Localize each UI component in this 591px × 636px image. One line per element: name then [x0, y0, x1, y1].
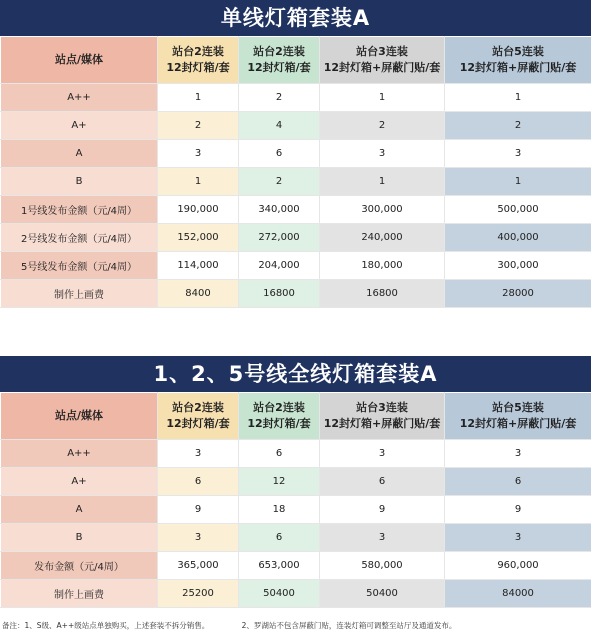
table-cell: 365,000	[158, 552, 239, 580]
table-cell: 6	[158, 468, 239, 496]
table-cell: 6	[445, 468, 591, 496]
table-row	[1, 224, 591, 252]
row-label: 2号线发布金额（元/4周）	[1, 224, 158, 252]
table-row	[1, 440, 591, 468]
table-cell: 1	[320, 84, 445, 112]
table-cell: 400,000	[445, 224, 591, 252]
table-cell: 3	[445, 524, 591, 552]
table-cell: 6	[239, 140, 320, 168]
table-cell: 204,000	[239, 252, 320, 280]
header-col-2: 站台2连装 12封灯箱/套	[239, 393, 320, 440]
row-label: A	[1, 140, 158, 168]
header-col-2: 站台2连装 12封灯箱/套	[239, 37, 320, 84]
table-cell: 18	[239, 496, 320, 524]
section-title: 1、2、5号线全线灯箱套装A	[0, 356, 591, 392]
table-cell: 8400	[158, 280, 239, 308]
footnote-2: 2、罗湖站不包含屏蔽门贴，连装灯箱可调整至站厅及通道发布。	[241, 621, 457, 630]
row-label: 5号线发布金额（元/4周）	[1, 252, 158, 280]
table-cell: 3	[445, 140, 591, 168]
table-cell: 180,000	[320, 252, 445, 280]
package-a-single-line-section	[0, 0, 591, 308]
table-cell: 2	[239, 84, 320, 112]
table-cell: 1	[158, 84, 239, 112]
table-cell: 240,000	[320, 224, 445, 252]
table-row	[1, 196, 591, 224]
row-label: 1号线发布金额（元/4周）	[1, 196, 158, 224]
table-cell: 50400	[320, 580, 445, 608]
header-col-3: 站台3连装 12封灯箱+屏蔽门贴/套	[320, 393, 445, 440]
header-station-media: 站点/媒体	[1, 393, 158, 440]
row-label: B	[1, 524, 158, 552]
table-cell: 16800	[320, 280, 445, 308]
table-cell: 9	[445, 496, 591, 524]
table-cell: 3	[320, 440, 445, 468]
row-label: 制作上画费	[1, 280, 158, 308]
table-cell: 2	[239, 168, 320, 196]
footnote	[2, 620, 591, 631]
header-col-1: 站台2连装 12封灯箱/套	[158, 37, 239, 84]
table-cell: 300,000	[445, 252, 591, 280]
table-cell: 340,000	[239, 196, 320, 224]
footnote-1: 备注：1、S级、A++级站点单独购买，上述套装不拆分销售。	[2, 621, 210, 630]
table-cell: 1	[320, 168, 445, 196]
row-label: B	[1, 168, 158, 196]
table-cell: 3	[158, 440, 239, 468]
table-row	[1, 524, 591, 552]
package-table	[0, 392, 591, 608]
table-row	[1, 168, 591, 196]
table-cell: 500,000	[445, 196, 591, 224]
row-label: A++	[1, 84, 158, 112]
table-row	[1, 468, 591, 496]
table-cell: 28000	[445, 280, 591, 308]
table-row	[1, 580, 591, 608]
table-cell: 300,000	[320, 196, 445, 224]
row-label: A+	[1, 468, 158, 496]
table-cell: 152,000	[158, 224, 239, 252]
table-cell: 2	[445, 112, 591, 140]
header-col-1: 站台2连装 12封灯箱/套	[158, 393, 239, 440]
row-label: A	[1, 496, 158, 524]
row-label: 制作上画费	[1, 580, 158, 608]
table-cell: 580,000	[320, 552, 445, 580]
table-cell: 2	[158, 112, 239, 140]
table-cell: 3	[158, 524, 239, 552]
table-row	[1, 280, 591, 308]
header-col-4: 站台5连装 12封灯箱+屏蔽门贴/套	[445, 37, 591, 84]
table-cell: 1	[445, 168, 591, 196]
table-cell: 272,000	[239, 224, 320, 252]
table-cell: 190,000	[158, 196, 239, 224]
table-row	[1, 112, 591, 140]
table-cell: 3	[445, 440, 591, 468]
table-row	[1, 552, 591, 580]
header-col-3: 站台3连装 12封灯箱+屏蔽门贴/套	[320, 37, 445, 84]
table-cell: 12	[239, 468, 320, 496]
table-header-row	[1, 37, 591, 84]
header-station-media: 站点/媒体	[1, 37, 158, 84]
package-table	[0, 36, 591, 308]
table-cell: 114,000	[158, 252, 239, 280]
section-title: 单线灯箱套装A	[0, 0, 591, 36]
table-row	[1, 252, 591, 280]
table-row	[1, 496, 591, 524]
row-label: A+	[1, 112, 158, 140]
package-a-all-lines-section	[0, 356, 591, 608]
table-cell: 6	[239, 440, 320, 468]
table-cell: 9	[320, 496, 445, 524]
table-row	[1, 140, 591, 168]
table-cell: 6	[320, 468, 445, 496]
table-cell: 84000	[445, 580, 591, 608]
table-cell: 16800	[239, 280, 320, 308]
table-cell: 1	[445, 84, 591, 112]
table-cell: 3	[320, 524, 445, 552]
table-row	[1, 84, 591, 112]
table-cell: 653,000	[239, 552, 320, 580]
table-cell: 25200	[158, 580, 239, 608]
table-header-row	[1, 393, 591, 440]
table-cell: 2	[320, 112, 445, 140]
table-cell: 1	[158, 168, 239, 196]
table-cell: 9	[158, 496, 239, 524]
table-cell: 3	[320, 140, 445, 168]
table-cell: 50400	[239, 580, 320, 608]
header-col-4: 站台5连装 12封灯箱+屏蔽门贴/套	[445, 393, 591, 440]
table-cell: 6	[239, 524, 320, 552]
table-cell: 960,000	[445, 552, 591, 580]
table-cell: 3	[158, 140, 239, 168]
table-cell: 4	[239, 112, 320, 140]
row-label: A++	[1, 440, 158, 468]
row-label: 发布金额（元/4周）	[1, 552, 158, 580]
